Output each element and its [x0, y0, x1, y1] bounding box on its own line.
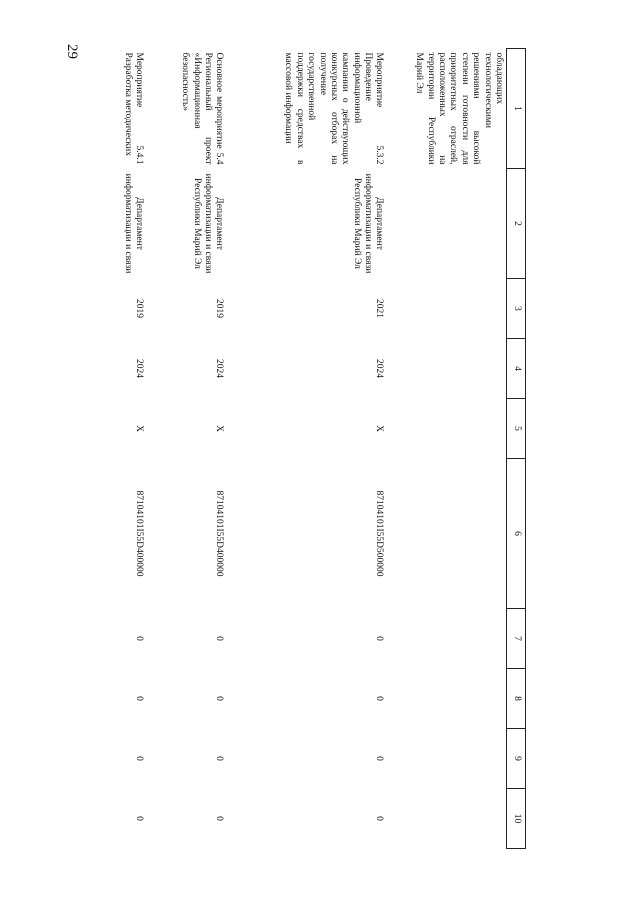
- responsible-cell: Департамент информатизации и связи Республики Марий Эл: [351, 173, 385, 274]
- header-cell: 5: [507, 399, 526, 459]
- value-cell: 0: [214, 696, 225, 701]
- value-cell: 0: [374, 696, 385, 701]
- header-cell: 4: [507, 339, 526, 399]
- measure-name-cell: Мероприятие 5.4.1 Разработка методических: [123, 52, 145, 165]
- measures-table: [120, 48, 526, 849]
- responsible-cell: Департамент информатизации и связи Республики Марий Эл: [191, 173, 225, 274]
- measure-name-cell: Мероприятие 5.3.2 Проведение информационной кампании о действующих конкурсных отборах на получение государственной поддержки средствах в массовой информации: [283, 52, 385, 165]
- end-year-cell: 2024: [214, 359, 225, 378]
- responsible-cell: Департамент информатизации и связи: [123, 173, 145, 274]
- budget-code-cell: 87104101I55D400000: [134, 490, 145, 577]
- start-year-cell: [387, 279, 507, 339]
- budget-code-cell: 87104101I55D500000: [374, 490, 385, 577]
- header-cell: 1: [507, 49, 526, 169]
- rotated-table-container: [123, 48, 526, 848]
- measure-name-cell: Основное мероприятие 5.4 Региональный проект «Информационная безопасность»: [180, 52, 225, 165]
- value-cell: [387, 789, 507, 849]
- code-x-cell: X: [214, 425, 225, 432]
- header-cell: 2: [507, 169, 526, 279]
- header-cell: 6: [507, 459, 526, 609]
- budget-code-cell: [387, 459, 507, 609]
- end-year-cell: [387, 339, 507, 399]
- header-cell: 8: [507, 669, 526, 729]
- start-year-cell: 2021: [374, 299, 385, 318]
- value-cell: 0: [214, 816, 225, 821]
- code-x-cell: X: [134, 425, 145, 432]
- table-row: [147, 49, 227, 849]
- header-cell: 7: [507, 609, 526, 669]
- code-x-cell: [387, 399, 507, 459]
- end-year-cell: 2024: [134, 359, 145, 378]
- value-cell: 0: [134, 756, 145, 761]
- value-cell: 0: [374, 816, 385, 821]
- value-cell: 0: [134, 816, 145, 821]
- value-cell: 0: [134, 696, 145, 701]
- header-cell: 9: [507, 729, 526, 789]
- page-number: 29: [64, 44, 80, 59]
- value-cell: 0: [214, 636, 225, 641]
- table-row: [120, 49, 147, 849]
- value-cell: 0: [134, 636, 145, 641]
- code-x-cell: X: [374, 425, 385, 432]
- budget-code-cell: 87104101I55D400000: [214, 490, 225, 577]
- table-header: [507, 49, 526, 849]
- header-cell: 10: [507, 789, 526, 849]
- value-cell: [387, 669, 507, 729]
- end-year-cell: 2024: [374, 359, 385, 378]
- value-cell: 0: [374, 756, 385, 761]
- start-year-cell: 2019: [134, 299, 145, 318]
- value-cell: [387, 609, 507, 669]
- value-cell: 0: [374, 636, 385, 641]
- value-cell: [387, 729, 507, 789]
- value-cell: 0: [214, 756, 225, 761]
- header-cell: 3: [507, 279, 526, 339]
- table-row: [227, 49, 387, 849]
- start-year-cell: 2019: [214, 299, 225, 318]
- responsible-cell: [387, 169, 507, 279]
- table-row: [387, 49, 507, 849]
- measure-name-cell: обладающих технологическими решениями высокой степени готовности для приоритетных отраслей, расположенных на территории Республики Марий Эл: [414, 52, 504, 165]
